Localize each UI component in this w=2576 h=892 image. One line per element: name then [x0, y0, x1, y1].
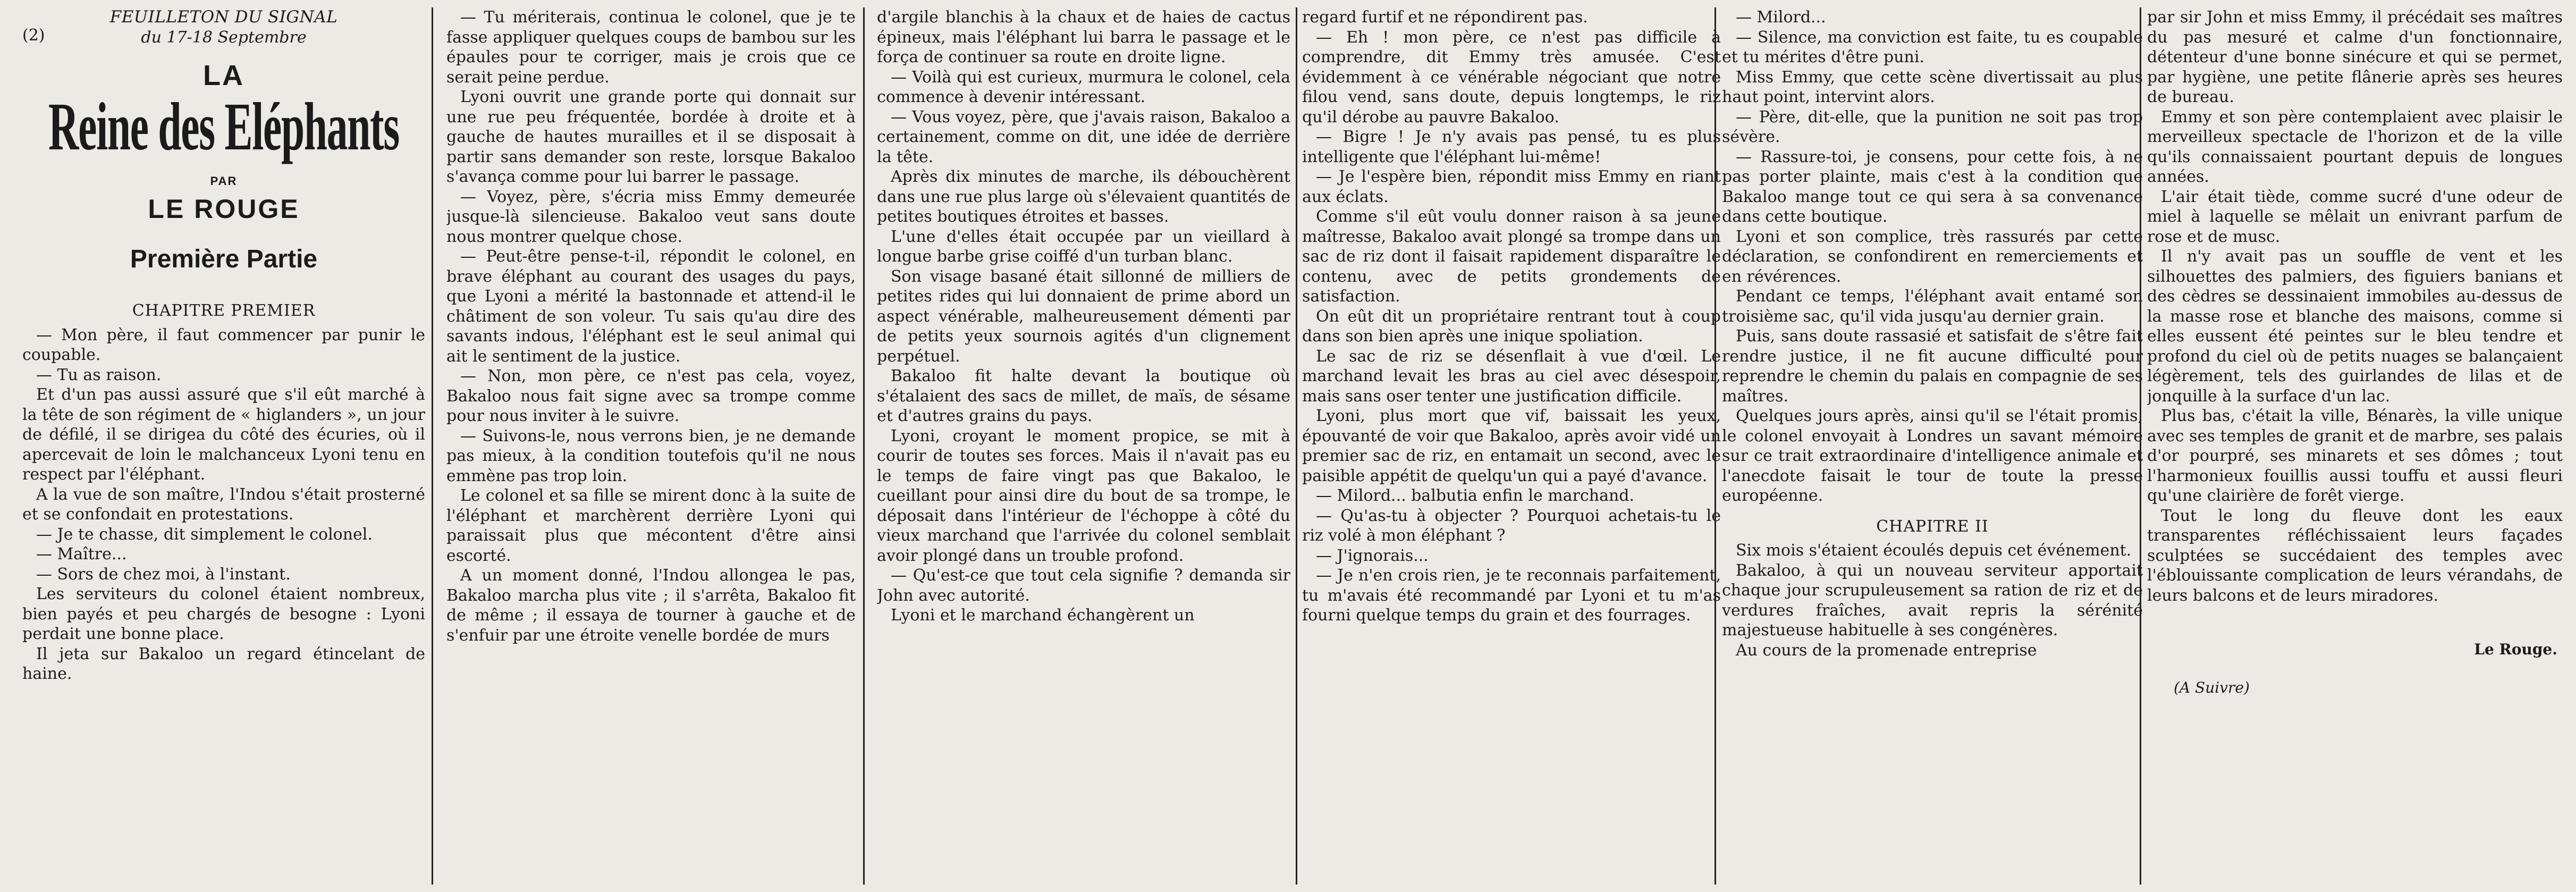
- title-article: LA: [203, 59, 244, 91]
- paragraph: — Tu as raison.: [36, 365, 162, 384]
- paragraph: — Je te chasse, dit simplement le colonel.: [36, 525, 373, 544]
- to-be-continued: (A Suivre): [2174, 678, 2250, 696]
- paragraph: Son visage basané était sillonné de milliers de petites rides qui lui donnaient de prime abord un aspect vénérable, malheureusement démenti par de petits yeux sournois agités d'un clignement perpétuel.: [877, 267, 1290, 366]
- paragraph: Il jeta sur Bakaloo un regard étincelant de haine.: [22, 644, 425, 683]
- paragraph: — Je l'espère bien, répondit miss Emmy en riant aux éclats.: [1302, 167, 1721, 206]
- paragraph: Plus bas, c'était la ville, Bénarès, la ville unique avec ses temples de granit et de marbre, ses palais d'or pourpré, ses minarets et ses dômes ; tout l'harmonieux fouillis aussi touffu et aussi fleuri qu'une clairière de forêt vierge.: [2147, 407, 2563, 505]
- paragraph: A un moment donné, l'Indou allongea le pas, Bakaloo marcha plus vite ; il s'arrêta, Bakaloo fit de même ; il essaya de tourner à gauche et de s'enfuir par une étroite venelle bordée de murs: [446, 566, 856, 645]
- feuilleton-title: FEUILLETON DU SIGNAL: [109, 7, 338, 27]
- paragraph: Emmy et son père contemplaient avec plaisir le merveilleux spectacle de l'horizon et de la ville qu'ils connaissaient pourtant depuis de longues années.: [2147, 107, 2563, 186]
- feuilleton-date: du 17-18 Septembre: [141, 28, 307, 47]
- paragraph: Quelques jours après, ainsi qu'il se l'était promis, le colonel envoyait à Londres un savant mémoire sur ce trait extraordinaire d'intelligence animale et l'anecdote faisait le tour de toute la presse européenne.: [1722, 407, 2143, 505]
- paragraph: — Non, mon père, ce n'est pas cela, voyez, Bakaloo nous fait signe avec sa trompe comme pour nous inviter à le suivre.: [446, 367, 856, 425]
- paragraph: Lyoni et le marchand échangèrent un: [891, 606, 1195, 625]
- paragraph: regard furtif et ne répondirent pas.: [1302, 8, 1588, 27]
- part-heading: Première Partie: [130, 245, 318, 273]
- column-5: [1722, 7, 2143, 885]
- paragraph: — Rassure-toi, je consens, pour cette fois, à ne pas porter plainte, mais c'est à la condition que Bakaloo mange tout ce qui sera à sa convenance dans cette boutique.: [1722, 147, 2143, 226]
- paragraph: Et d'un pas aussi assuré que s'il eût marché à la tête de son régiment de « higlanders », un jour de défilé, il se dirigea du côté des écuries, où il apercevait de loin le malchanceux Lyoni tenu en respect par l'éléphant.: [22, 385, 425, 484]
- chapter-heading: CHAPITRE II: [1876, 517, 1989, 536]
- column-rule: [432, 7, 433, 885]
- column-rule: [863, 7, 865, 885]
- paragraph: — Silence, ma conviction est faite, tu es coupable et tu mérites d'être puni.: [1722, 28, 2143, 66]
- story-title: Reine des Eléphants: [48, 88, 399, 164]
- paragraph: — Qu'est-ce que tout cela signifie ? demanda sir John avec autorité.: [877, 566, 1290, 605]
- paragraph: A la vue de son maître, l'Indou s'était prosterné et se confondait en protestations.: [22, 485, 425, 524]
- paragraph: — Bigre ! Je n'y avais pas pensé, tu es plus intelligente que l'éléphant lui-même!: [1302, 128, 1721, 166]
- paragraph: — Voilà qui est curieux, murmura le colonel, cela commence à devenir intéressant.: [877, 68, 1290, 106]
- paragraph: — Voyez, père, s'écria miss Emmy demeurée jusque-là silencieuse. Bakaloo veut sans doute nous montrer quelque chose.: [446, 187, 856, 246]
- paragraph: L'une d'elles était occupée par un vieillard à longue barbe grise coiffé d'un turban blanc.: [877, 227, 1290, 266]
- paragraph: — Peut-être pense-t-il, répondit le colonel, en brave éléphant au courant des usages du pays, que Lyoni a mérité la bastonnade et attend-il le châtiment de son voleur. Tu sais qu'au dire des savants indous, l'éléphant est le seul animal qui ait le sentiment de la justice.: [446, 247, 856, 366]
- paragraph: par sir John et miss Emmy, il précédait ses maîtres du pas mesuré et calme d'un fonctionnaire, détenteur d'une bonne sinécure et qui se permet, par hygiène, une petite flânerie après ses heures de bureau.: [2147, 8, 2563, 106]
- paragraph: On eût dit un propriétaire rentrant tout à coup dans son bien après une inique spoliation.: [1302, 307, 1721, 346]
- paragraph: — Père, dit-elle, que la punition ne soit pas trop sévère.: [1722, 107, 2143, 146]
- feuilleton-number: (2): [22, 26, 45, 45]
- paragraph: — Je n'en crois rien, je te reconnais parfaitement, tu m'avais été recommandé par Lyoni et tu m'as fourni quelque temps du grain et des fourrages.: [1302, 566, 1721, 625]
- paragraph: Pendant ce temps, l'éléphant avait entamé son troisième sac, qu'il vida jusqu'au dernier grain.: [1722, 287, 2143, 326]
- paragraph: L'air était tiède, comme sucré d'une odeur de miel à laquelle se mêlait un enivrant parfum de rose et de musc.: [2147, 187, 2563, 246]
- paragraph: Les serviteurs du colonel étaient nombreux, bien payés et peu chargés de besogne : Lyoni perdait une bonne place.: [22, 585, 425, 643]
- column-4: [1302, 7, 1721, 885]
- paragraph: — Milord...: [1736, 8, 1826, 27]
- paragraph: — Eh ! mon père, ce n'est pas difficile à comprendre, dit Emmy très amusée. C'est évidemment à ce vénérable négociant que notre filou vend, sans doute, depuis longtemps, le riz qu'il dérobe au pauvre Bakaloo.: [1302, 28, 1721, 127]
- paragraph: Après dix minutes de marche, ils débouchèrent dans une rue plus large où s'élevaient quantités de petites boutiques étroites et basses.: [877, 167, 1290, 226]
- paragraph: Le sac de riz se désenflait à vue d'œil. Le marchand levait les bras au ciel avec désespoir, mais sans oser tenter une justification difficile.: [1302, 347, 1721, 406]
- paragraph: Bakaloo, à qui un nouveau serviteur apportait chaque jour scrupuleusement sa ration de riz et de verdures fraîches, avait repris la sérénité majestueuse habituelle à ses congénères.: [1722, 561, 2143, 639]
- author-name: LE ROUGE: [148, 194, 300, 224]
- paragraph: — Suivons-le, nous verrons bien, je ne demande pas mieux, à la condition toutefois qu'il ne nous emmène pas trop loin.: [446, 426, 856, 485]
- paragraph: — Sors de chez moi, à l'instant.: [36, 565, 291, 584]
- paragraph: Le colonel et sa fille se mirent donc à la suite de l'éléphant et marchèrent derrière Lyoni qui paraissait plus que mécontent d'être ainsi escorté.: [446, 486, 856, 565]
- paragraph: Puis, sans doute rassasié et satisfait de s'être fait rendre justice, il ne fit aucune difficulté pour reprendre le chemin du palais en compagnie de ses maîtres.: [1722, 327, 2143, 406]
- paragraph: — J'ignorais...: [1316, 546, 1429, 565]
- paragraph: Lyoni ouvrit une grande porte qui donnait sur une rue peu fréquentée, bordée à droite et à gauche de hautes murailles et il se disposait à partir sans demander son reste, lorsque Bakaloo s'avança comme pour lui barrer le passage.: [446, 88, 856, 186]
- paragraph: — Maître...: [36, 545, 127, 563]
- paragraph: Il n'y avait pas un souffle de vent et les silhouettes des palmiers, des figuiers banians et des cèdres se dessinaient immobiles au-dessus de la masse rose et blanche des maisons, comme si elles eussent été peintes sur le bleu tendre et profond du ciel où de petits nuages se balançaient légèrement, tels des guirlandes de lilas et de jonquille à la surface d'un lac.: [2147, 247, 2563, 406]
- paragraph: Lyoni, croyant le moment propice, se mit à courir de toutes ses forces. Mais il n'avait pas eu le temps de faire vingt pas que Bakaloo, le cueillant pour ainsi dire du bout de sa trompe, le déposait dans l'intérieur de l'échoppe à côté du vieux marchand que l'arrivée du colonel semblait avoir plongé dans un trouble profond.: [877, 426, 1290, 565]
- paragraph: Comme s'il eût voulu donner raison à sa jeune maîtresse, Bakaloo avait plongé sa trompe dans un sac de riz dont il faisait rapidement disparaître le contenu, avec de petits grondements de satisfaction.: [1302, 207, 1721, 306]
- column-3: [877, 7, 1290, 885]
- paragraph: Tout le long du fleuve dont les eaux transparentes réfléchissaient leurs façades sculptées se succédaient des temples avec l'éblouissante complication de leurs vérandahs, de leurs balcons et de leurs miradores.: [2147, 506, 2563, 605]
- column-1: [22, 7, 425, 885]
- column-6: [2147, 7, 2563, 885]
- signature: Le Rouge.: [2474, 641, 2557, 658]
- column-2: [446, 7, 856, 885]
- paragraph: Six mois s'étaient écoulés depuis cet événement.: [1736, 541, 2132, 560]
- paragraph: Bakaloo fit halte devant la boutique où s'étalaient des sacs de millet, de maïs, de sésame et d'autres grains du pays.: [877, 367, 1290, 425]
- paragraph: Lyoni et son complice, très rassurés par cette déclaration, se confondirent en remerciements et en révérences.: [1722, 227, 2143, 286]
- paragraph: — Milord... balbutia enfin le marchand.: [1316, 486, 1635, 505]
- paragraph: Au cours de la promenade entreprise: [1736, 641, 2037, 660]
- chapter-heading: CHAPITRE PREMIER: [132, 301, 316, 320]
- paragraph: Lyoni, plus mort que vif, baissait les yeux, épouvanté de voir que Bakaloo, après avoir vidé un premier sac de riz, en entamait un second, avec le paisible appétit de quelqu'un qui a payé d'avance.: [1302, 407, 1721, 485]
- paragraph: d'argile blanchis à la chaux et de haies de cactus épineux, mais l'éléphant lui barra le passage et le força de continuer sa route en droite ligne.: [877, 8, 1290, 66]
- byline-par: PAR: [210, 174, 238, 188]
- column-rule: [1296, 7, 1297, 885]
- paragraph: — Tu mériterais, continua le colonel, que je te fasse appliquer quelques coups de bambou sur les épaules pour te corriger, mais je crois que ce serait peine perdue.: [446, 8, 856, 87]
- paragraph: — Qu'as-tu à objecter ? Pourquoi achetais-tu le riz volé à mon éléphant ?: [1302, 506, 1721, 545]
- paragraph: — Vous voyez, père, que j'avais raison, Bakaloo a certainement, comme on dit, une idée de derrière la tête.: [877, 107, 1290, 166]
- paragraph: Miss Emmy, que cette scène divertissait au plus haut point, intervint alors.: [1722, 68, 2143, 106]
- paragraph: — Mon père, il faut commencer par punir le coupable.: [22, 325, 425, 364]
